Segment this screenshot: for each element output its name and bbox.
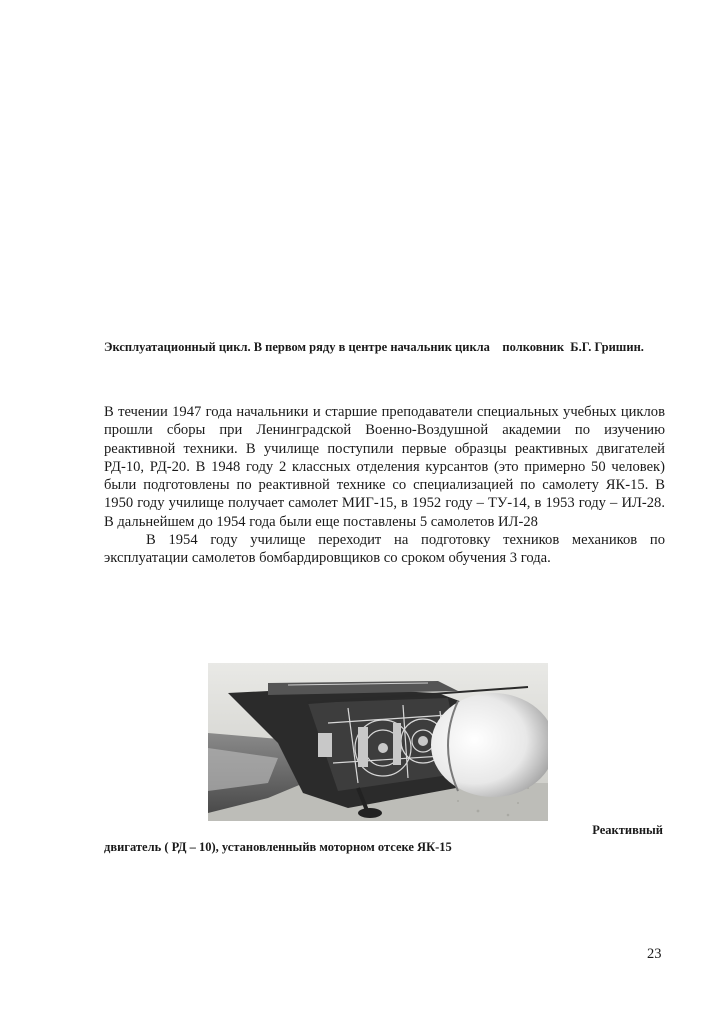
paragraph-1947: В течении 1947 года начальники и старшие преподаватели специальных учебных циклов прошли сборы при Ленинградской Военно-Воздушной академии по изучению реактивной техники. В училище поступили первые образцы реактивных двигателей РД-10, РД-20. В 1948 году 2 классных отделения курсантов (это примерно 50 человек) были подготовлены по реактивной технике со специализацией по самолету ЯК-15. В 1950 году училище получает самолет МИГ-15, в 1952 году – ТУ-14, в 1953 году – ИЛ-28. В дальнейшем до 1954 года были еще поставлены 5 самолетов ИЛ-28 bbox=[104, 404, 665, 530]
photo-caption-bottom: двигатель ( РД – 10), установленныйв моторном отсеке ЯК-15 bbox=[104, 840, 452, 854]
page-number: 23 bbox=[647, 946, 662, 962]
paragraph-1954: В 1954 году училище переходит на подготовку техников механиков по эксплуатации самолетов бомбардировщиков со сроком обучения 3 года. bbox=[104, 532, 665, 567]
jet-engine-illustration bbox=[208, 663, 548, 821]
photo-caption-right: Реактивный bbox=[592, 823, 663, 837]
jet-engine-photo bbox=[208, 663, 548, 821]
top-photo-caption: Эксплуатационный цикл. В первом ряду в центре начальник цикла полковник Б.Г. Гришин. bbox=[104, 340, 644, 354]
body-text bbox=[104, 403, 665, 568]
